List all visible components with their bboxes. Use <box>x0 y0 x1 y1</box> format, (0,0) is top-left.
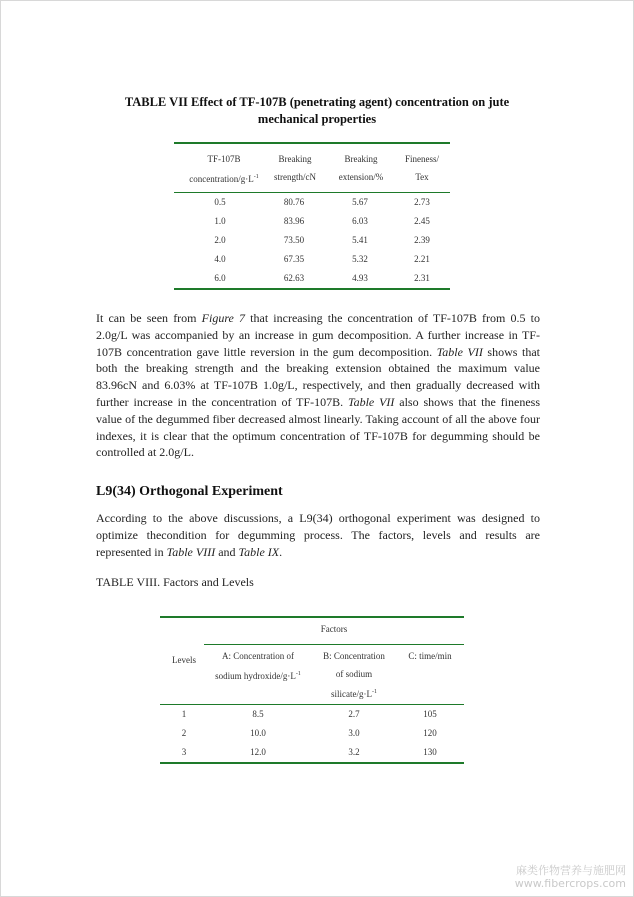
table7-cell: 6.0 <box>214 273 226 283</box>
table7-cell: 0.5 <box>214 197 226 207</box>
para2-text: According to the above discussions, a L9(34) orthogonal experiment was designed to optimize thecondition for degumming process. The factors, levels and results are represented in <box>96 511 540 559</box>
table8-col-a-superscript: -1 <box>295 671 301 677</box>
table8-ref: Table VIII <box>166 544 216 559</box>
paragraph-results-tf107b <box>96 310 540 461</box>
table7-header-strength <box>264 150 326 186</box>
table8-col-b-unit: silicate/g·L <box>331 689 372 699</box>
para1-text: that increasing the concentration of TF-107B from 0.5 to 2.0g/L was accompanied by an increase in gum decomposition. A further increase in TF-107B concentration gave little reversion in the gum decomposition. <box>96 311 540 359</box>
table7-header-concentration-line1: TF-107B <box>207 154 241 164</box>
table7-header-concentration-unit: concentration/g·L <box>189 174 254 184</box>
table7-top-rule <box>174 142 450 144</box>
table8-col-b-line1: B: Concentration <box>323 651 385 661</box>
table8-cell: 3.2 <box>348 747 360 757</box>
paragraph-orthogonal <box>96 510 540 560</box>
table7-cell: 5.32 <box>352 254 368 264</box>
table7-cell: 5.67 <box>352 197 368 207</box>
table7-cell: 2.39 <box>414 235 430 245</box>
table7-cell: 62.63 <box>283 273 305 283</box>
table7-cell: 80.76 <box>283 197 305 207</box>
para2-text: and <box>215 544 239 559</box>
para1-text: also shows that the fineness value of the degummed fiber decreased almost linearly. Taking account of all the above four indexes, it is clear that the optimum concentration of TF-107B for degumming should be controlled at 2.0g/L. <box>96 394 540 460</box>
table7-ref: Table VII <box>436 344 483 359</box>
table7-cell: 1.0 <box>214 216 226 226</box>
table7-header-fineness-line2: Tex <box>415 172 429 182</box>
table7-header-concentration <box>174 150 274 188</box>
table7-header-extension-line1: Breaking <box>344 154 378 164</box>
table7-cell: 2.21 <box>414 254 430 264</box>
table7-header-fineness-line1: Fineness/ <box>404 154 439 164</box>
table8-top-rule <box>160 616 464 618</box>
table8-col-b-header <box>312 647 396 703</box>
table7-cell: 83.96 <box>283 216 305 226</box>
table7-header-strength-line2: strength/cN <box>274 172 316 182</box>
section-heading: L9(34) Orthogonal Experiment <box>96 484 283 499</box>
table8-bottom-rule <box>160 762 464 764</box>
table7-caption-line2: mechanical properties <box>257 112 377 126</box>
table8-levels-header: Levels <box>172 655 196 665</box>
table7-bottom-rule <box>174 288 450 290</box>
table7-cell: 6.03 <box>352 216 368 226</box>
table7-header-extension <box>330 150 392 186</box>
table7-cell: 4.0 <box>214 254 226 264</box>
watermark-chinese: 麻类作物营养与施肥网 <box>516 864 626 877</box>
table8 <box>160 616 464 764</box>
table7 <box>174 142 450 292</box>
table8-cell: 2 <box>181 728 187 738</box>
table7-cell: 2.45 <box>414 216 430 226</box>
table7-cell: 4.93 <box>352 273 368 283</box>
table9-ref: Table IX <box>238 544 280 559</box>
table7-header-extension-line2: extension/% <box>338 172 384 182</box>
table7-header-rule <box>174 192 450 193</box>
table7-cell: 2.31 <box>414 273 430 283</box>
table7-header-fineness <box>394 150 450 186</box>
table7-cell: 2.0 <box>214 235 226 245</box>
table8-factors-rule <box>204 644 464 645</box>
watermark-url: www.fibercrops.com <box>514 877 626 890</box>
table8-col-b-line3 <box>312 683 396 703</box>
table7-header-unit-superscript: -1 <box>253 174 259 180</box>
table7-ref: Table VII <box>348 394 395 409</box>
table7-cell: 5.41 <box>352 235 368 245</box>
para2-text: . <box>279 544 283 559</box>
table8-caption: TABLE VIII. Factors and Levels <box>96 575 254 589</box>
table8-factors-header: Factors <box>320 624 348 634</box>
table8-cell: 8.5 <box>252 709 264 719</box>
table8-col-b-superscript: -1 <box>371 689 377 695</box>
table8-col-a-unit: sodium hydroxide/g·L <box>215 671 296 681</box>
table8-cell: 12.0 <box>250 747 266 757</box>
table7-caption-line1: TABLE VII Effect of TF-107B (penetrating agent) concentration on jute <box>124 95 510 109</box>
table8-cell: 10.0 <box>250 728 266 738</box>
table8-col-a-header <box>204 647 312 685</box>
table8-col-a-line2 <box>204 665 312 685</box>
table7-caption <box>100 94 534 128</box>
para1-text: It can be seen from <box>96 311 202 325</box>
table7-cell: 2.73 <box>414 197 430 207</box>
table8-col-b-line2: of sodium <box>335 669 373 679</box>
table8-cell: 3.0 <box>348 728 360 738</box>
para1-text: shows that both the breaking strength and the breaking extension obtained the maximum value 83.96cN and 6.03% at TF-107B 1.0g/L, respectively, and then gradually decreased with further increase in the concentration of TF-107B. <box>96 344 540 409</box>
table8-cell: 2.7 <box>348 709 360 719</box>
table8-cell: 120 <box>423 728 437 738</box>
table7-header-strength-line1: Breaking <box>278 154 312 164</box>
table8-col-c-header: C: time/min <box>408 651 452 661</box>
table7-header-concentration-line2 <box>174 168 274 188</box>
table7-cell: 67.35 <box>283 254 305 264</box>
table8-cell: 3 <box>181 747 187 757</box>
table7-cell: 73.50 <box>283 235 305 245</box>
table8-col-a-line1: A: Concentration of <box>222 651 294 661</box>
table8-cell: 1 <box>181 709 187 719</box>
table8-cell: 130 <box>423 747 437 757</box>
table8-cell: 105 <box>423 709 437 719</box>
figure7-ref: Figure 7 <box>201 311 246 325</box>
